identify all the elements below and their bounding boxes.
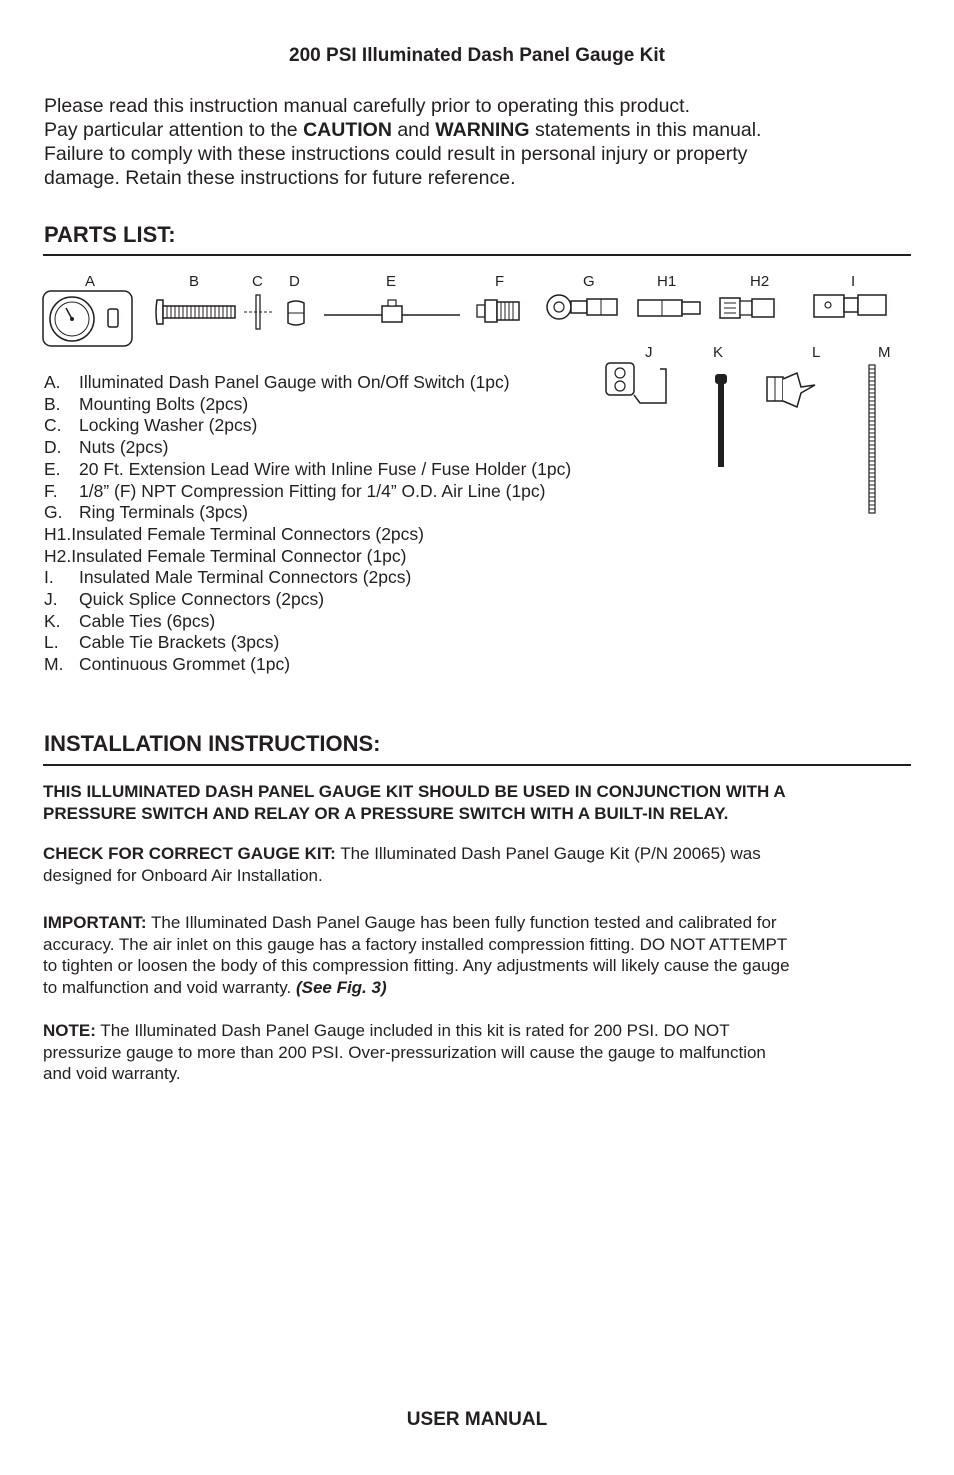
note-paragraph: NOTE: The Illuminated Dash Panel Gauge included in this kit is rated for 200 PSI. DO NOT pressurize gauge to more than 200 PSI. Over-pressurization will cause the gauge to malfunction and void warranty. xyxy=(43,1021,766,1083)
parts-list-letter: I. xyxy=(44,567,54,588)
important-paragraph: IMPORTANT: The Illuminated Dash Panel Gauge has been fully function tested and calibrated for accuracy. The air inlet on this gauge has a factory installed compression fitting. DO NOT ATTEMPT to tighten or loosen the body of this compression fitting. Any adjustments will likely cause the gauge to malfunction and void warranty. (See Fig. 3) xyxy=(43,913,790,997)
washer-illustration xyxy=(252,294,268,330)
parts-list-text: Locking Washer (2pcs) xyxy=(79,415,258,436)
female-connector-h1-illustration xyxy=(636,296,702,320)
installation-divider xyxy=(43,764,911,766)
label-d: D xyxy=(289,273,300,290)
parts-list-text: Insulated Female Terminal Connector (1pc) xyxy=(71,545,407,566)
parts-list-item xyxy=(44,524,571,546)
bolt-illustration xyxy=(155,298,240,326)
label-a: A xyxy=(85,273,96,290)
parts-list-text: Cable Tie Brackets (3pcs) xyxy=(79,632,280,653)
parts-list-item xyxy=(44,611,571,633)
parts-list-text: 1/8” (F) NPT Compression Fitting for 1/4” O.D. Air Line (1pc) xyxy=(79,480,546,501)
parts-list-item xyxy=(44,567,571,589)
parts-list-letter: J. xyxy=(44,589,58,610)
usage-warning-line-1: THIS ILLUMINATED DASH PANEL GAUGE KIT SHOULD BE USED IN CONJUNCTION WITH A xyxy=(43,782,786,801)
label-m: M xyxy=(878,344,891,361)
label-c: C xyxy=(252,273,263,290)
parts-list-letter: B. xyxy=(44,393,61,414)
label-e: E xyxy=(386,273,397,290)
parts-list-letter: C. xyxy=(44,415,62,436)
intro-line-1: Please read this instruction manual carefully prior to operating this product. xyxy=(44,95,691,117)
fig-3-reference: (See Fig. 3) xyxy=(295,977,387,997)
label-i: I xyxy=(851,273,856,290)
label-j: J xyxy=(645,344,653,361)
parts-list-text: Illuminated Dash Panel Gauge with On/Off Switch (1pc) xyxy=(79,372,510,392)
cable-tie-illustration xyxy=(712,373,730,469)
parts-list-text: Continuous Grommet (1pc) xyxy=(79,654,291,675)
cable-tie-bracket-illustration xyxy=(765,371,821,415)
grommet-illustration xyxy=(866,364,878,514)
parts-list-heading: PARTS LIST: xyxy=(44,222,176,247)
intro-paragraph xyxy=(44,94,924,190)
caution-word: CAUTION xyxy=(303,119,392,141)
parts-list-text: Ring Terminals (3pcs) xyxy=(79,502,248,523)
parts-list-item xyxy=(44,372,571,394)
parts-list-item xyxy=(44,502,571,524)
parts-list-text: Quick Splice Connectors (2pcs) xyxy=(79,589,325,610)
label-g: G xyxy=(583,273,595,290)
parts-list-item xyxy=(44,654,571,676)
parts-list-text: Cable Ties (6pcs) xyxy=(79,610,216,631)
gauge-illustration xyxy=(42,290,134,348)
parts-list-item xyxy=(44,459,571,481)
check-kit-label: CHECK FOR CORRECT GAUGE KIT: xyxy=(43,844,336,863)
label-l: L xyxy=(812,344,821,361)
male-connector-illustration xyxy=(812,289,888,323)
parts-list-text: 20 Ft. Extension Lead Wire with Inline Fuse / Fuse Holder (1pc) xyxy=(79,458,572,479)
label-f: F xyxy=(495,273,505,290)
parts-list-letter: M. xyxy=(44,654,64,675)
note-label: NOTE: xyxy=(43,1021,96,1040)
lead-wire-illustration xyxy=(322,296,462,326)
parts-list-letter: E. xyxy=(44,458,61,479)
parts-list-letter: H1. xyxy=(44,523,72,544)
installation-heading: INSTALLATION INSTRUCTIONS: xyxy=(44,731,381,756)
warning-word: WARNING xyxy=(435,119,530,141)
ring-terminal-illustration xyxy=(545,293,621,323)
parts-list-item xyxy=(44,394,571,416)
intro-line-4: damage. Retain these instructions for future reference. xyxy=(44,167,516,189)
parts-list-letter: A. xyxy=(44,372,61,392)
parts-list-item xyxy=(44,415,571,437)
parts-list-item xyxy=(44,632,571,654)
parts-list-letter: D. xyxy=(44,437,62,458)
check-kit-paragraph: CHECK FOR CORRECT GAUGE KIT: The Illuminated Dash Panel Gauge Kit (P/N 20065) was designed for Onboard Air Installation. xyxy=(43,844,761,885)
label-h1: H1 xyxy=(657,273,677,290)
parts-list-letter: G. xyxy=(44,502,63,523)
parts-list-item xyxy=(44,546,571,568)
usage-warning-line-2: PRESSURE SWITCH AND RELAY OR A PRESSURE SWITCH WITH A BUILT-IN RELAY. xyxy=(43,803,729,823)
important-label: IMPORTANT: xyxy=(43,913,147,932)
intro-line-2: Pay particular attention to the CAUTION and WARNING statements in this manual. xyxy=(44,119,762,141)
parts-list-item xyxy=(44,589,571,611)
parts-divider xyxy=(43,254,911,256)
label-h2: H2 xyxy=(750,273,770,290)
parts-list-text: Nuts (2pcs) xyxy=(79,437,169,458)
parts-list-letter: H2. xyxy=(44,545,72,566)
quick-splice-illustration xyxy=(604,361,672,409)
parts-list-text: Insulated Male Terminal Connectors (2pcs) xyxy=(79,567,412,588)
usage-warning xyxy=(43,781,913,824)
parts-list-text: Insulated Female Terminal Connectors (2pcs) xyxy=(71,523,424,544)
intro-line-3: Failure to comply with these instructions could result in personal injury or property xyxy=(44,143,748,165)
parts-list-item xyxy=(44,481,571,503)
document-title: 200 PSI Illuminated Dash Panel Gauge Kit xyxy=(289,45,665,66)
parts-list-letter: L. xyxy=(44,632,59,653)
compression-fitting-illustration xyxy=(475,296,523,326)
parts-list-letter: K. xyxy=(44,610,61,631)
label-b: B xyxy=(189,273,200,290)
label-k: K xyxy=(713,344,724,361)
nut-illustration xyxy=(286,299,306,327)
parts-list xyxy=(44,372,571,676)
footer-label: USER MANUAL xyxy=(406,1409,548,1430)
parts-list-letter: F. xyxy=(44,480,58,501)
female-connector-h2-illustration xyxy=(718,295,776,321)
parts-list-item xyxy=(44,437,571,459)
parts-list-text: Mounting Bolts (2pcs) xyxy=(79,393,249,414)
